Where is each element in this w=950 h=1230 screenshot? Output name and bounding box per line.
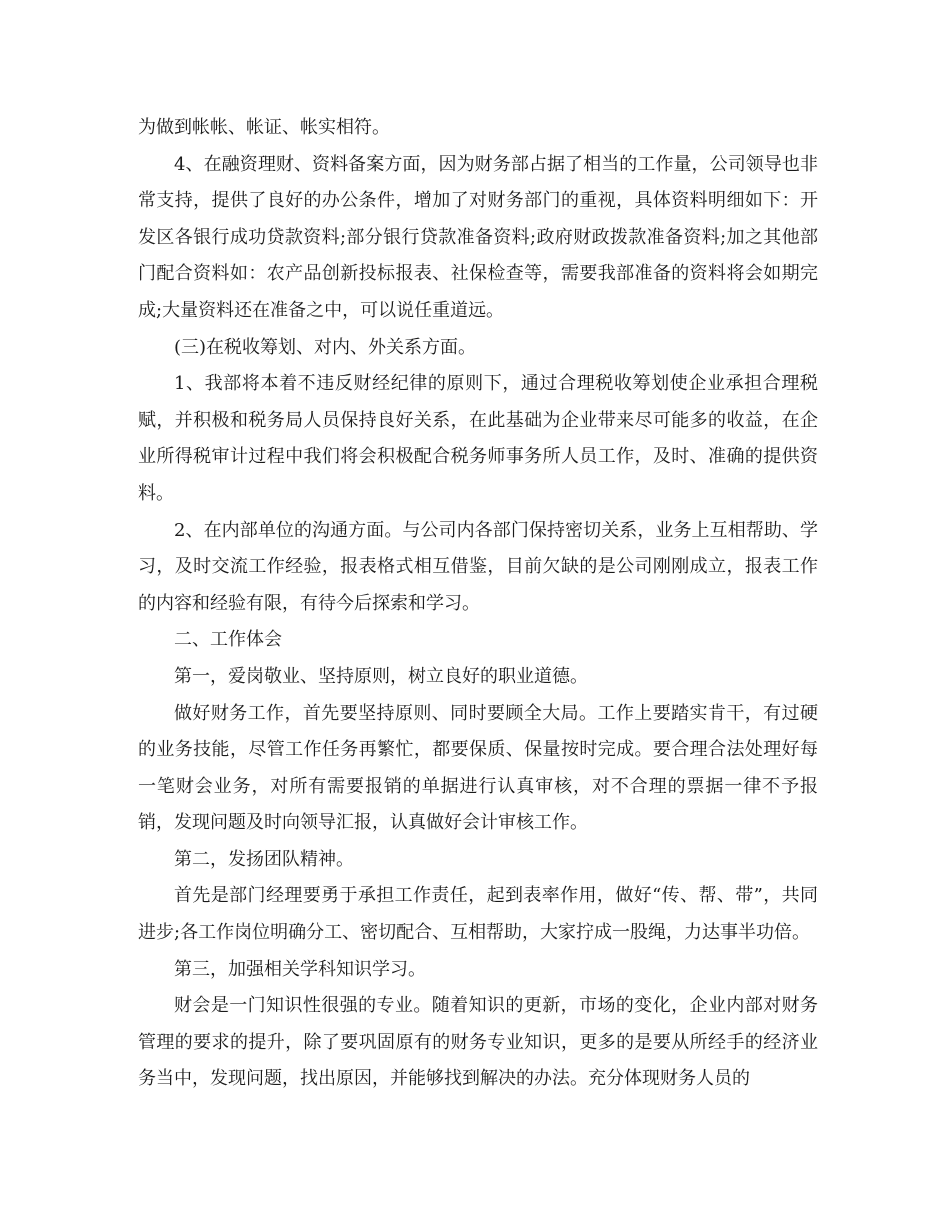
paragraph-continuation: 为做到帐帐、帐证、帐实相符。 (138, 117, 390, 138)
document-page (138, 110, 818, 1098)
paragraph-tax-planning: 1、我部将本着不违反财经纪律的原则下，通过合理税收筹划使企业承担合理税赋，并积极和税务局人员保持良好关系，在此基础为企业带来尽可能多的收益，在企业所得税审计过程中我们将会积极配合税务师事务所人员工作，及时、准确的提供资料。 (138, 373, 818, 504)
section-heading-tax-relations: (三)在税收筹划、对内、外关系方面。 (174, 336, 477, 358)
subheading-second: 第二，发扬团队精神。 (174, 848, 354, 870)
paragraph-third-detail: 财会是一门知识性很强的专业。随着知识的更新，市场的变化，企业内部对财务管理的要求的提升，除了要巩固原有的财务专业知识，更多的是要从所经手的经济业务当中，发现问题，找出原因，并能够找到解决的办法。充分体现财务人员的 (138, 995, 818, 1090)
paragraph-first-detail: 做好财务工作，首先要坚持原则、同时要顾全大局。工作上要踏实肯干，有过硬的业务技能，尽管工作任务再繁忙，都要保质、保量按时完成。要合理合法处理好每一笔财会业务，对所有需要报销的单据进行认真审核，对不合理的票据一律不予报销，发现问题及时向领导汇报，认真做好会计审核工作。 (138, 702, 818, 834)
subheading-third: 第三，加强相关学科知识学习。 (174, 958, 426, 980)
paragraph-internal-communication: 2、在内部单位的沟通方面。与公司内各部门保持密切关系，业务上互相帮助、学习，及时交流工作经验，报表格式相互借鉴，目前欠缺的是公司刚刚成立，报表工作的内容和经验有限，有待今后探索和学习。 (138, 519, 818, 614)
subheading-first: 第一，爱岗敬业、坚持原则，树立良好的职业道德。 (174, 665, 588, 687)
section-heading-work-experience: 二、工作体会 (174, 629, 282, 651)
paragraph-second-detail: 首先是部门经理要勇于承担工作责任，起到表率作用，做好“传、帮、带”，共同进步;各工作岗位明确分工、密切配合、互相帮助，大家拧成一股绳，力达事半功倍。 (138, 885, 818, 944)
paragraph-financing-records: 4、在融资理财、资料备案方面，因为财务部占据了相当的工作量，公司领导也非常支持，提供了良好的办公条件，增加了对财务部门的重视，具体资料明细如下：开发区各银行成功贷款资料;部分银行贷款准备资料;政府财政拨款准备资料;加之其他部门配合资料如：农产品创新投标报表、社保检查等，需要我部准备的资料将会如期完成;大量资料还在准备之中，可以说任重道远。 (138, 153, 818, 321)
